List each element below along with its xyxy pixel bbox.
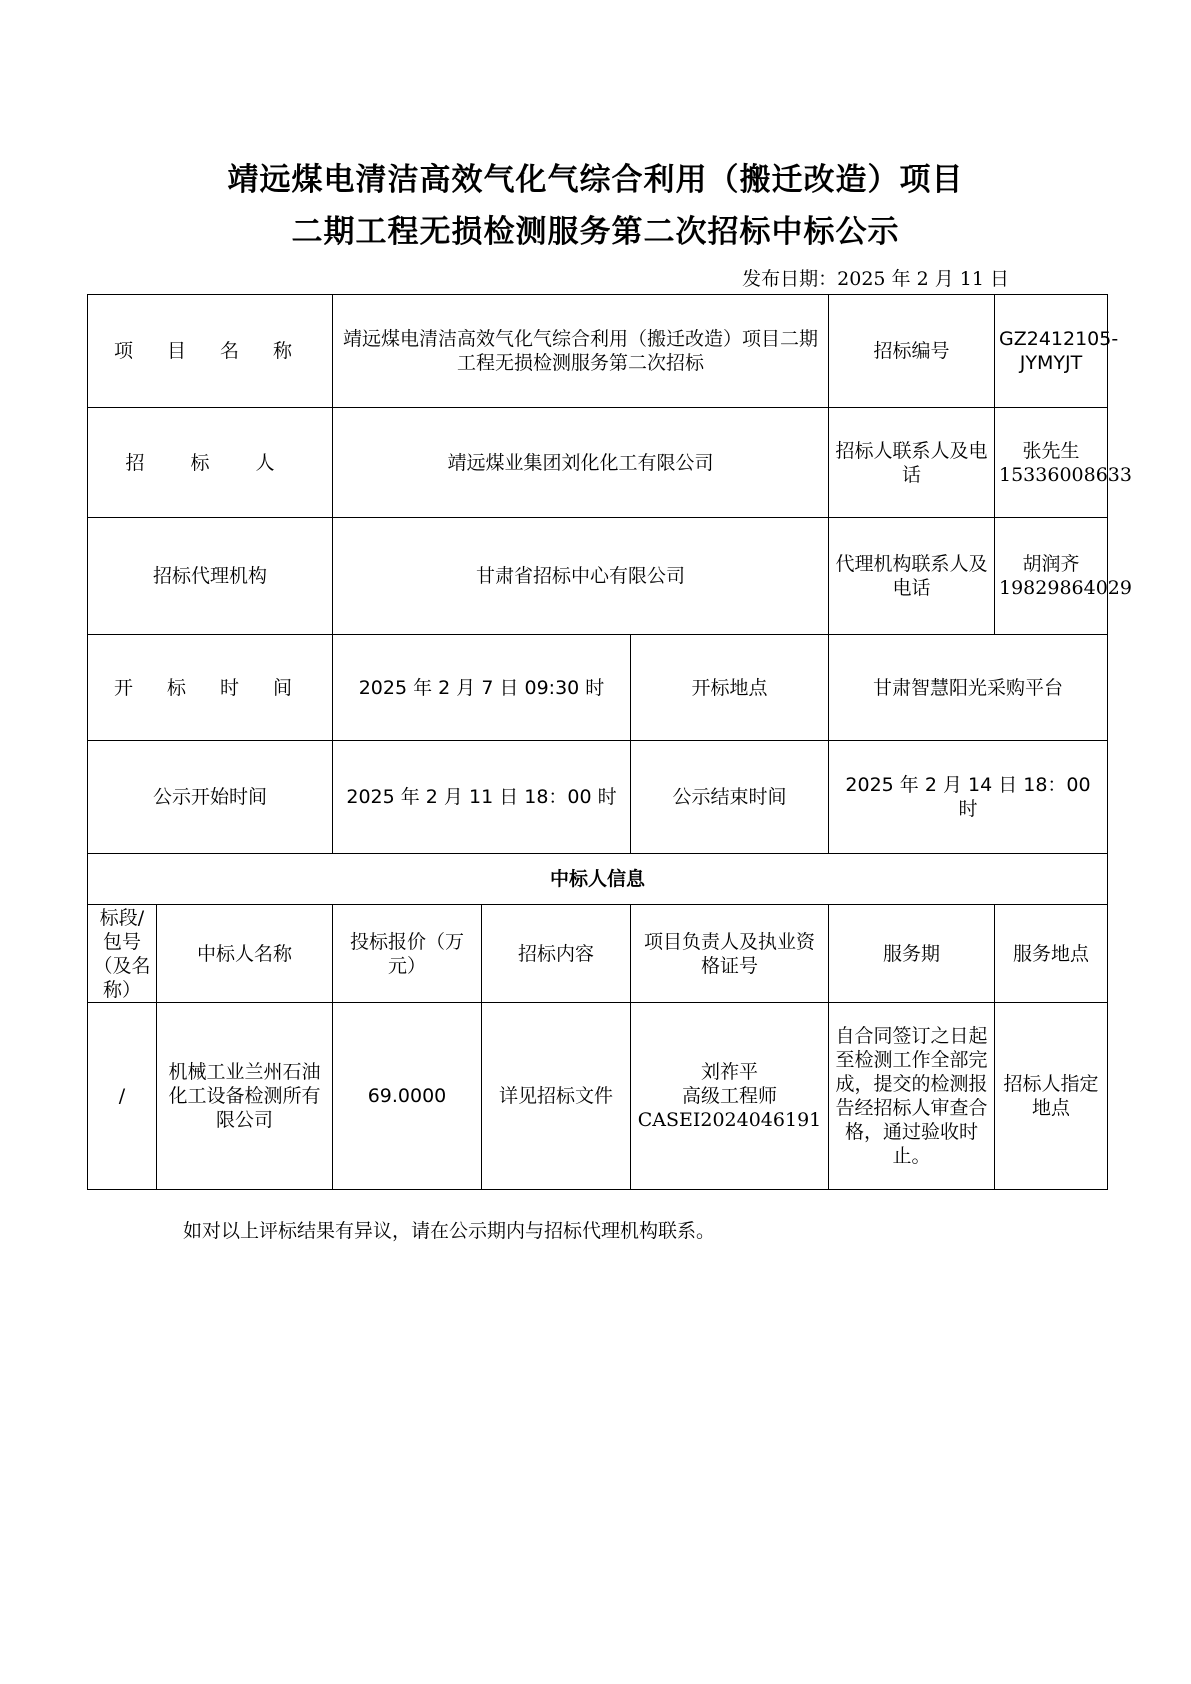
row-service-period: 自合同签订之日起至检测工作全部完成，提交的检测报告经招标人审查合格，通过验收时止。 <box>829 1003 995 1190</box>
row-content: 详见招标文件 <box>482 1003 631 1190</box>
agency-contact-label: 代理机构联系人及电话 <box>829 518 995 635</box>
title-line-1: 靖远煤电清洁高效气化气综合利用（搬迁改造）项目 <box>227 162 964 198</box>
agency-value: 甘肃省招标中心有限公司 <box>333 518 829 635</box>
row-lot: / <box>88 1003 157 1190</box>
header-content: 招标内容 <box>482 905 631 1003</box>
header-service-period: 服务期 <box>829 905 995 1003</box>
tenderer-contact-cell <box>995 408 1132 518</box>
agency-contact-name: 胡润齐 <box>1022 553 1080 575</box>
agency-contact-cell <box>995 518 1132 635</box>
open-place-label: 开标地点 <box>631 635 829 741</box>
header-manager: 项目负责人及执业资格证号 <box>631 905 829 1003</box>
title-line-2: 二期工程无损检测服务第二次招标中标公示 <box>291 214 900 250</box>
open-time-label: 开 标 时 间 <box>88 635 333 741</box>
row-winner-name: 机械工业兰州石油化工设备检测所有限公司 <box>157 1003 333 1190</box>
bid-number-label: 招标编号 <box>829 295 995 408</box>
row-manager-name: 刘祚平 <box>700 1061 758 1083</box>
row-manager-title: 高级工程师 <box>681 1085 777 1107</box>
notice-end-value: 2025 年 2 月 14 日 18：00 时 <box>829 741 1108 854</box>
tenderer-contact-phone: 15336008633 <box>999 463 1132 486</box>
objection-note: 如对以上评标结果有异议，请在公示期内与招标代理机构联系。 <box>183 1220 716 1242</box>
notice-end-label: 公示结束时间 <box>631 741 829 854</box>
project-name-value: 靖远煤电清洁高效气化气综合利用（搬迁改造）项目二期工程无损检测服务第二次招标 <box>333 295 829 408</box>
row-manager-cert: CASEI2024046191 <box>637 1109 822 1131</box>
header-winner-name: 中标人名称 <box>157 905 333 1003</box>
tenderer-contact-name: 张先生 <box>1022 439 1080 462</box>
agency-contact-phone: 19829864029 <box>999 577 1132 599</box>
winner-section-heading: 中标人信息 <box>88 854 1108 905</box>
table-row <box>88 1003 1108 1190</box>
row-service-place: 招标人指定地点 <box>995 1003 1108 1190</box>
open-place-value: 甘肃智慧阳光采购平台 <box>829 635 1108 741</box>
header-service-place: 服务地点 <box>995 905 1108 1003</box>
notice-start-label: 公示开始时间 <box>88 741 333 854</box>
notice-table <box>87 294 1132 1190</box>
project-name-label: 项 目 名 称 <box>88 295 333 408</box>
header-lot: 标段/包号（及名称） <box>88 905 157 1003</box>
tenderer-label: 招 标 人 <box>88 408 333 518</box>
agency-label: 招标代理机构 <box>88 518 333 635</box>
tenderer-contact-label: 招标人联系人及电话 <box>829 408 995 518</box>
header-bid-price: 投标报价（万元） <box>333 905 482 1003</box>
publish-date: 发布日期：2025 年 2 月 11 日 <box>742 268 1009 290</box>
row-manager-cell <box>631 1003 829 1190</box>
notice-start-value: 2025 年 2 月 11 日 18：00 时 <box>333 741 631 854</box>
row-bid-price: 69.0000 <box>333 1003 482 1190</box>
tenderer-value: 靖远煤业集团刘化化工有限公司 <box>333 408 829 518</box>
bid-number-value: GZ2412105-JYMYJT <box>995 295 1108 408</box>
open-time-value: 2025 年 2 月 7 日 09:30 时 <box>333 635 631 741</box>
